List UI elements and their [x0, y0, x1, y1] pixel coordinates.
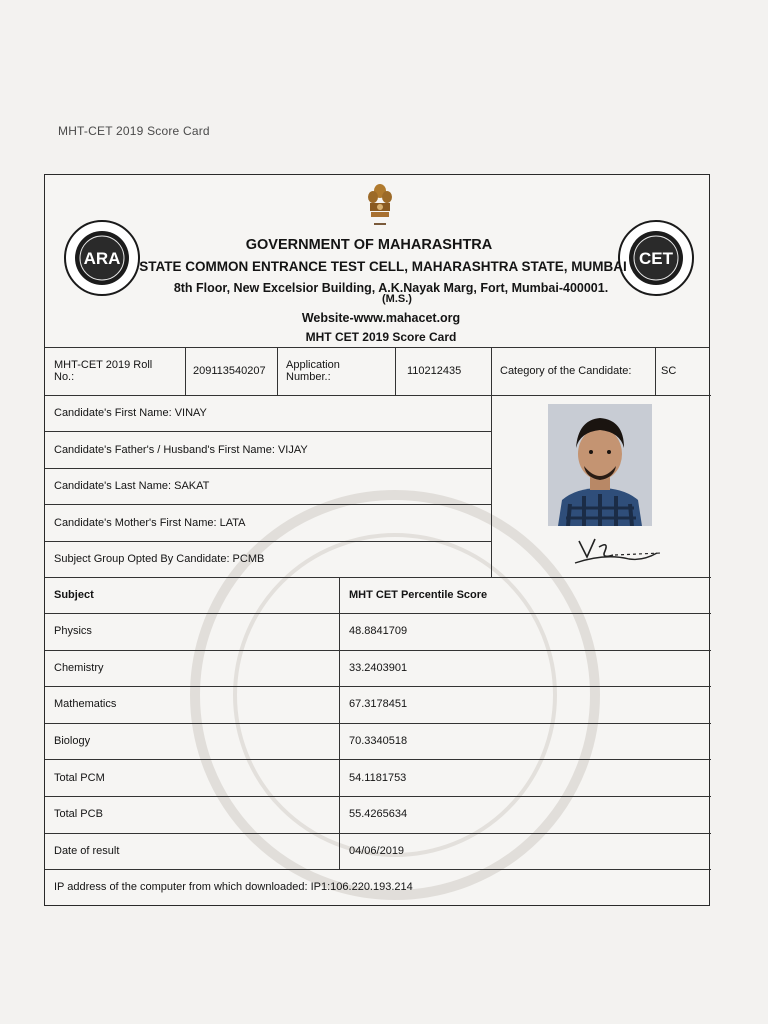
application-value: 110212435	[407, 365, 462, 377]
category-label: Category of the Candidate:	[500, 365, 632, 377]
score-row-subject: Physics	[54, 625, 92, 638]
score-row-value: 70.3340518	[349, 735, 408, 748]
candidate-last-name: Candidate's Last Name: SAKAT	[54, 480, 210, 492]
document-title: MHT-CET 2019 Score Card	[58, 124, 210, 138]
candidate-photo	[548, 404, 652, 526]
state-emblem-icon	[363, 181, 397, 231]
header-address: 8th Floor, New Excelsior Building, A.K.Nayak Marg, Fort, Mumbai-400001.	[173, 281, 609, 295]
application-label: Application Number.:	[286, 359, 340, 383]
header-state: (M.S.)	[382, 293, 412, 305]
score-row-value: 55.4265634	[349, 808, 408, 821]
score-row-subject: Biology	[54, 735, 91, 748]
score-row-value: 67.3178451	[349, 698, 408, 711]
score-row-subject: Chemistry	[54, 661, 104, 674]
candidate-mother-name: Candidate's Mother's First Name: LATA	[54, 516, 246, 529]
card-title: MHT CET 2019 Score Card	[305, 330, 457, 344]
category-value: SC	[661, 365, 677, 377]
score-row-subject: Mathematics	[54, 698, 117, 711]
person-icon	[548, 404, 652, 526]
score-row-value: 48.8841709	[349, 625, 408, 638]
candidate-signature-icon	[565, 533, 665, 569]
roll-value: 209113540207	[193, 365, 266, 377]
score-row-subject: Total PCM	[54, 771, 105, 784]
header-government: GOVERNMENT OF MAHARASHTRA	[245, 237, 493, 253]
candidate-first-name: Candidate's First Name: VINAY	[54, 407, 207, 419]
score-row-value: 33.2403901	[349, 661, 408, 674]
score-header-subject: Subject	[54, 589, 94, 601]
score-row-subject: Total PCB	[54, 808, 103, 821]
score-row-subject: Date of result	[54, 844, 120, 857]
score-row-value: 54.1181753	[349, 771, 407, 784]
roll-label: MHT-CET 2019 Roll No.:	[54, 359, 153, 383]
header-website: Website-www.mahacet.org	[301, 311, 461, 325]
score-card	[44, 174, 710, 906]
score-header-percentile: MHT CET Percentile Score	[349, 589, 488, 601]
cet-logo-text: CET	[639, 249, 673, 268]
card-header	[45, 175, 709, 348]
candidate-subject-group: Subject Group Opted By Candidate: PCMB	[54, 553, 265, 565]
ara-logo-text: ARA	[83, 249, 121, 268]
ip-address: IP address of the computer from which downloaded: IP1:106.220.193.214	[54, 881, 413, 893]
candidate-father-name: Candidate's Father's / Husband's First Name: VIJAY	[54, 443, 308, 456]
header-cell-name: STATE COMMON ENTRANCE TEST CELL, MAHARASHTRA STATE, MUMBAI	[139, 259, 627, 274]
score-row-value: 04/06/2019	[349, 844, 405, 857]
